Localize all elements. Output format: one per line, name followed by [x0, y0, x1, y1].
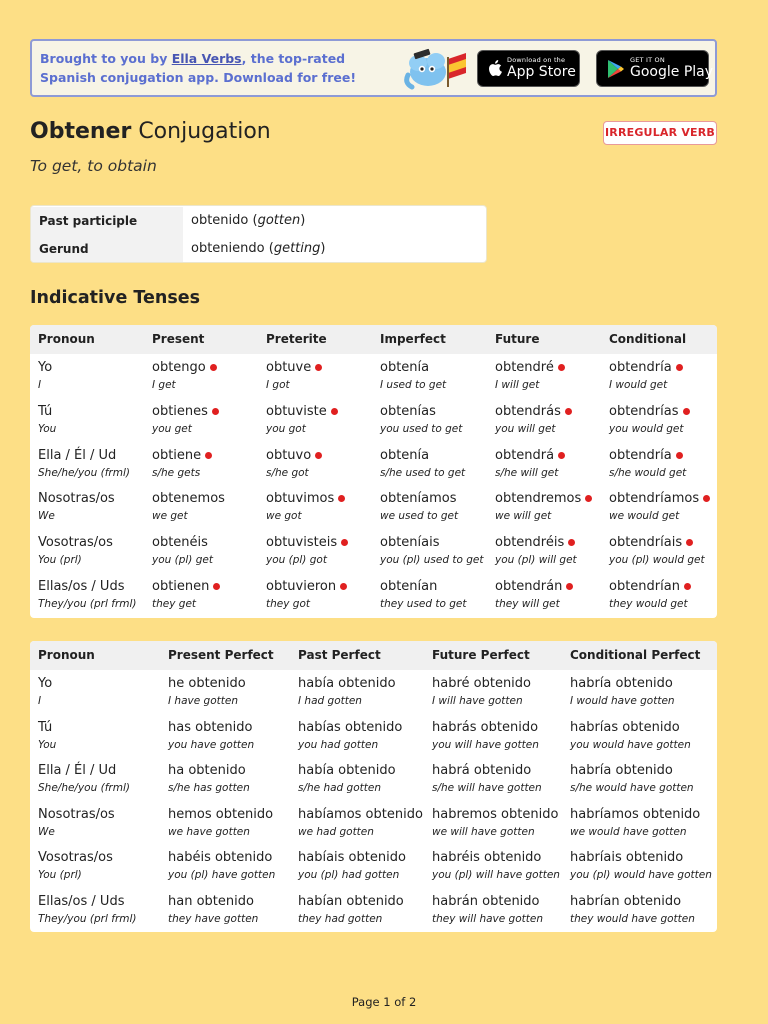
conjugation-translation: I got [266, 379, 290, 391]
past-participle-form: obtenido [191, 213, 249, 228]
irregular-dot-icon [558, 364, 565, 371]
conjugation-cell [495, 491, 592, 506]
conjugated-form: habrían obtenido [570, 894, 682, 909]
column-header: Preterite [266, 332, 327, 346]
irregular-dot-icon [703, 495, 710, 502]
irregular-dot-icon [205, 452, 212, 459]
pronoun: Vosotras/os [38, 535, 113, 551]
conjugated-form: has obtenido [168, 719, 253, 735]
conjugated-form: obtuvieron [266, 579, 337, 594]
pronoun: Tú [38, 403, 53, 419]
conjugation-cell [298, 763, 396, 778]
conjugation-cell [570, 850, 683, 865]
conjugation-translation: we would have gotten [570, 825, 687, 838]
conjugation-cell [609, 579, 691, 594]
irregular-dot-icon [213, 583, 220, 590]
conjugated-form: obtienes [152, 403, 208, 419]
conjugation-cell [266, 404, 338, 419]
conjugation-translation: they would have gotten [570, 913, 695, 925]
conjugation-cell [432, 894, 540, 909]
conjugation-translation: we will have gotten [432, 825, 535, 838]
conjugated-form: obtendréis [495, 535, 565, 551]
irregular-dot-icon [210, 364, 217, 371]
conjugated-form: habíais obtenido [298, 850, 406, 866]
pronoun-translation: You (prl) [38, 869, 82, 882]
conjugation-translation: they have gotten [168, 913, 259, 925]
conjugated-form: habréis obtenido [432, 850, 542, 866]
conjugation-cell [432, 763, 531, 778]
column-header: Future Perfect [432, 648, 530, 662]
conjugation-translation: they used to get [380, 598, 467, 610]
conjugation-cell [609, 404, 690, 419]
pronoun-translation: They/you (prl frml) [38, 913, 137, 925]
conjugated-form: obtendría [609, 447, 672, 463]
conjugated-form: obtendrán [495, 579, 563, 594]
promo-banner [30, 39, 717, 97]
conjugation-translation: I used to get [380, 379, 447, 391]
irregular-dot-icon [315, 364, 322, 371]
verb-translation: To get, to obtain [30, 157, 157, 175]
conjugated-form: había obtenido [298, 676, 396, 691]
conjugation-translation: you will have gotten [432, 738, 539, 751]
conjugation-translation: s/he has gotten [168, 782, 250, 795]
conjugated-form: han obtenido [168, 894, 254, 909]
conjugation-translation: we had gotten [298, 825, 374, 838]
conjugated-form: obtendrás [495, 403, 561, 419]
conjugation-cell [570, 807, 700, 822]
conjugation-translation: s/he will get [495, 466, 559, 479]
column-header: Conditional Perfect [570, 648, 701, 662]
conjugation-translation: they would get [609, 598, 688, 610]
conjugation-cell [570, 676, 673, 691]
conjugation-cell [570, 720, 680, 735]
pronoun: Ella / Él / Ud [38, 447, 117, 463]
conjugation-cell [495, 360, 565, 375]
conjugated-form: obtendré [495, 360, 554, 375]
conjugated-form: habremos obtenido [432, 806, 559, 822]
conjugation-translation: you got [266, 422, 306, 435]
conjugation-translation: I will have gotten [432, 695, 523, 707]
google-play-label: Google Play [630, 64, 714, 80]
pronoun: Ellas/os / Uds [38, 894, 125, 909]
conjugated-form: obtendríais [609, 535, 683, 551]
conjugation-translation: we would get [609, 510, 680, 523]
verb-forms-table [30, 205, 487, 263]
column-header: Present [152, 332, 205, 346]
conjugation-cell [168, 763, 246, 778]
column-header: Conditional [609, 332, 687, 346]
conjugation-translation: you will get [495, 422, 556, 435]
pronoun: Ella / Él / Ud [38, 763, 117, 779]
past-participle-value: obtenido (gotten) [191, 213, 306, 228]
irregular-dot-icon [566, 583, 573, 590]
irregular-dot-icon [585, 495, 592, 502]
irregular-verb-badge: IRREGULAR VERB [603, 121, 717, 145]
ella-verbs-link[interactable]: Ella Verbs [171, 51, 242, 66]
pronoun: Nosotras/os [38, 491, 115, 507]
conjugated-form: habré obtenido [432, 676, 532, 691]
column-header: Imperfect [380, 332, 446, 346]
conjugated-form: habríais obtenido [570, 850, 684, 866]
conjugated-form: obtenía [380, 447, 430, 463]
pronoun: Yo [38, 676, 53, 691]
conjugation-translation: we get [152, 510, 188, 523]
pronoun-translation: I [38, 695, 42, 707]
conjugation-cell [495, 448, 565, 463]
section-title: Indicative Tenses [30, 288, 201, 308]
conjugation-cell [152, 579, 220, 594]
pronoun: Yo [38, 360, 53, 375]
conjugation-translation: they will have gotten [432, 913, 543, 925]
conjugated-form: obteníamos [380, 491, 457, 507]
app-store-button[interactable] [477, 50, 580, 87]
conjugated-form: habíamos obtenido [298, 806, 423, 822]
conjugation-translation: I will get [495, 379, 540, 391]
pronoun-translation: We [38, 825, 55, 838]
conjugation-cell [432, 676, 531, 691]
conjugation-cell [168, 807, 273, 822]
conjugation-translation: you had gotten [298, 738, 379, 751]
conjugation-translation: I would have gotten [570, 695, 675, 707]
conjugated-form: obtuvisteis [266, 535, 338, 551]
conjugation-translation: you used to get [380, 422, 463, 435]
conjugation-cell [168, 894, 254, 909]
conjugation-cell [168, 850, 272, 865]
conjugation-translation: s/he had gotten [298, 782, 381, 795]
conjugation-translation: you (pl) got [266, 554, 327, 567]
app-store-small-label: Download on the [507, 56, 566, 64]
irregular-dot-icon [686, 539, 693, 546]
conjugation-translation: s/he got [266, 466, 309, 479]
conjugation-cell [609, 535, 693, 550]
conjugation-cell [152, 448, 212, 463]
conjugated-form: obtenía [380, 360, 430, 375]
irregular-dot-icon [340, 583, 347, 590]
pronoun-translation: They/you (prl frml) [38, 598, 137, 610]
column-header: Pronoun [38, 648, 95, 662]
perfect-tenses-table [30, 641, 717, 932]
pronoun: Tú [38, 719, 53, 735]
conjugation-translation: s/he will have gotten [432, 782, 542, 795]
column-header: Pronoun [38, 332, 95, 346]
conjugation-translation: we have gotten [168, 825, 250, 838]
conjugation-translation: they had gotten [298, 913, 383, 925]
column-header: Future [495, 332, 540, 346]
conjugation-cell [380, 535, 440, 550]
conjugation-translation: s/he used to get [380, 466, 466, 479]
conjugated-form: obtendrá [495, 447, 555, 463]
ella-mascot-icon [404, 45, 468, 91]
conjugated-form: obtenéis [152, 535, 208, 551]
irregular-dot-icon [676, 452, 683, 459]
google-play-small-label: GET IT ON [630, 56, 665, 64]
conjugation-cell [432, 807, 558, 822]
conjugation-cell [495, 404, 572, 419]
pronoun: Nosotras/os [38, 806, 115, 822]
conjugation-translation: s/he would get [609, 466, 687, 479]
promo-text [40, 49, 395, 87]
conjugation-cell [380, 360, 429, 375]
simple-tenses-table [30, 325, 717, 618]
irregular-dot-icon [568, 539, 575, 546]
conjugation-cell [298, 807, 423, 822]
pronoun-translation: We [38, 510, 55, 523]
conjugation-cell [609, 360, 683, 375]
conjugation-translation: s/he gets [152, 466, 201, 479]
conjugated-form: obtenemos [152, 491, 225, 507]
conjugated-form: obtendría [609, 360, 672, 375]
conjugation-cell [609, 491, 710, 506]
conjugation-translation: I have gotten [168, 695, 238, 707]
conjugation-cell [570, 894, 681, 909]
conjugated-form: obtenías [380, 403, 436, 419]
conjugated-form: obtendrían [609, 579, 680, 594]
conjugated-form: hemos obtenido [168, 806, 274, 822]
pronoun: Vosotras/os [38, 850, 113, 866]
conjugation-translation: they will get [495, 598, 560, 610]
conjugation-cell [168, 676, 246, 691]
conjugated-form: he obtenido [168, 676, 246, 691]
conjugated-form: habían obtenido [298, 894, 404, 909]
conjugated-form: había obtenido [298, 763, 396, 779]
conjugation-translation: s/he would have gotten [570, 782, 694, 795]
conjugation-translation: they get [152, 598, 197, 610]
page-title [30, 119, 271, 144]
conjugation-translation: you (pl) will get [495, 554, 577, 567]
conjugation-translation: you get [152, 422, 192, 435]
apple-icon [487, 59, 502, 77]
conjugated-form: habrán obtenido [432, 894, 540, 909]
conjugation-cell [432, 850, 541, 865]
conjugated-form: habríamos obtenido [570, 806, 701, 822]
conjugation-translation: we used to get [380, 510, 459, 523]
pronoun-translation: You [38, 738, 57, 751]
conjugation-cell [266, 535, 348, 550]
conjugation-cell [609, 448, 683, 463]
google-play-button[interactable] [596, 50, 714, 87]
conjugation-cell [152, 491, 225, 506]
conjugation-cell [266, 448, 322, 463]
pronoun-translation: You (prl) [38, 554, 82, 567]
app-store-label: App Store [507, 64, 576, 80]
table-header [30, 325, 717, 354]
conjugation-cell [380, 448, 429, 463]
conjugation-cell [495, 579, 573, 594]
table-header [30, 641, 717, 670]
column-header: Present Perfect [168, 648, 274, 662]
irregular-dot-icon [341, 539, 348, 546]
conjugation-translation: you (pl) had gotten [298, 869, 400, 882]
irregular-dot-icon [338, 495, 345, 502]
irregular-dot-icon [212, 408, 219, 415]
conjugated-form: obtengo [152, 360, 206, 375]
conjugation-translation: we will get [495, 510, 552, 523]
irregular-dot-icon [315, 452, 322, 459]
pronoun-translation: I [38, 379, 42, 391]
past-participle-row [31, 207, 487, 235]
conjugation-translation: you (pl) get [152, 554, 213, 567]
conjugated-form: obtendremos [495, 491, 582, 507]
conjugation-translation: you (pl) used to get [380, 554, 484, 567]
gerund-row [31, 235, 487, 263]
conjugation-translation: you (pl) have gotten [168, 869, 276, 882]
conjugated-form: obtiene [152, 447, 202, 463]
pronoun-translation: You [38, 422, 57, 435]
conjugation-translation: you have gotten [168, 738, 255, 751]
conjugated-form: obtuvimos [266, 491, 335, 507]
google-play-icon [607, 59, 625, 79]
pronoun-translation: She/he/you (frml) [38, 782, 130, 795]
conjugation-translation: you would have gotten [570, 738, 691, 751]
irregular-dot-icon [558, 452, 565, 459]
conjugated-form: habrá obtenido [432, 763, 532, 779]
conjugation-cell [432, 720, 538, 735]
conjugation-translation: they got [266, 598, 310, 610]
conjugated-form: obtuviste [266, 403, 327, 419]
conjugation-cell [168, 720, 252, 735]
conjugation-cell [298, 850, 406, 865]
past-participle-label: Past participle [31, 207, 183, 235]
irregular-dot-icon [684, 583, 691, 590]
conjugation-cell [495, 535, 575, 550]
gerund-form: obteniendo [191, 241, 265, 256]
conjugation-cell [152, 360, 217, 375]
page-number: Page 1 of 2 [351, 995, 417, 1009]
past-participle-gloss: gotten [257, 213, 301, 228]
conjugation-translation: you (pl) would get [609, 554, 705, 567]
irregular-dot-icon [676, 364, 683, 371]
conjugated-form: obtendrías [609, 403, 679, 419]
conjugation-translation: you (pl) would have gotten [570, 869, 712, 882]
title-suffix: Conjugation [131, 119, 271, 144]
irregular-dot-icon [565, 408, 572, 415]
gerund-label: Gerund [31, 235, 183, 263]
gerund-gloss: getting [273, 241, 321, 256]
conjugation-cell [298, 720, 402, 735]
conjugation-cell [380, 579, 437, 594]
conjugated-form: obtenían [380, 579, 438, 594]
promo-text-end: , the top-rated Spanish conjugation app. Download for free! [40, 51, 357, 85]
conjugation-cell [266, 360, 322, 375]
conjugation-translation: you would get [609, 422, 684, 435]
conjugation-translation: I would get [609, 379, 668, 391]
irregular-dot-icon [683, 408, 690, 415]
promo-text-start: Brought to you by [40, 51, 172, 66]
conjugated-form: obteníais [380, 535, 440, 551]
conjugation-cell [266, 579, 347, 594]
conjugation-cell [380, 404, 436, 419]
conjugation-cell [152, 535, 208, 550]
conjugated-form: habría obtenido [570, 676, 673, 691]
conjugation-cell [298, 676, 396, 691]
conjugation-cell [570, 763, 673, 778]
conjugation-cell [266, 491, 345, 506]
conjugation-cell [380, 491, 457, 506]
conjugated-form: habías obtenido [298, 719, 403, 735]
conjugated-form: obtendríamos [609, 491, 700, 507]
gerund-value: obteniendo (getting) [191, 241, 326, 256]
conjugation-translation: we got [266, 510, 302, 523]
conjugation-cell [152, 404, 219, 419]
conjugated-form: habéis obtenido [168, 850, 273, 866]
conjugation-cell [298, 894, 404, 909]
conjugated-form: obtienen [152, 579, 210, 594]
conjugated-form: habrías obtenido [570, 719, 680, 735]
conjugated-form: ha obtenido [168, 763, 246, 779]
conjugation-translation: I get [152, 379, 176, 391]
verb-name: Obtener [30, 119, 132, 144]
column-header: Past Perfect [298, 648, 381, 662]
conjugation-translation: you (pl) will have gotten [432, 869, 560, 882]
irregular-dot-icon [331, 408, 338, 415]
conjugated-form: obtuve [266, 360, 312, 375]
conjugated-form: obtuvo [266, 447, 312, 463]
pronoun-translation: She/he/you (frml) [38, 466, 130, 479]
conjugated-form: habrás obtenido [432, 719, 539, 735]
conjugated-form: habría obtenido [570, 763, 673, 779]
conjugation-translation: I had gotten [298, 695, 362, 707]
pronoun: Ellas/os / Uds [38, 579, 125, 594]
